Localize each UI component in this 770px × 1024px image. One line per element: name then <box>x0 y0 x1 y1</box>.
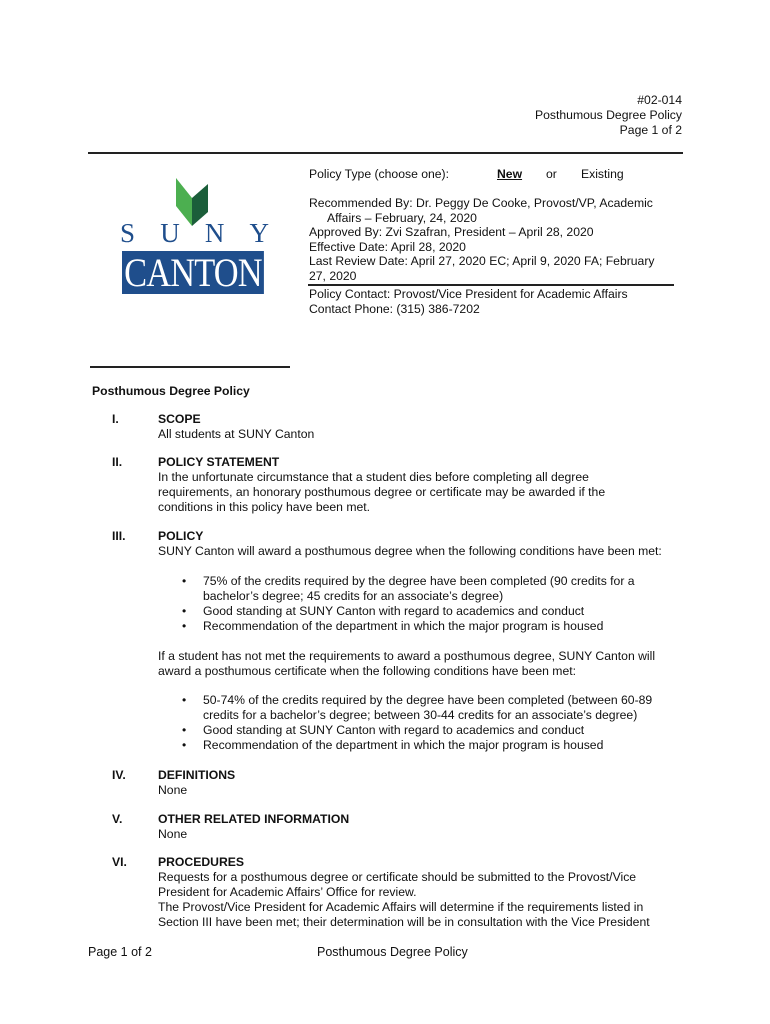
list-item <box>180 738 670 753</box>
list-item <box>180 574 670 604</box>
degree-conditions-list <box>180 574 670 634</box>
certificate-intro-line: award a posthumous certificate when the following conditions have been met: <box>158 664 577 678</box>
procedures-line: The Provost/Vice President for Academic Affairs will determine if the requirements listed in <box>158 900 644 914</box>
other-body: None <box>158 827 188 841</box>
contact-phone: Contact Phone: (315) 386-7202 <box>309 301 480 316</box>
policy-intro: SUNY Canton will award a posthumous degree when the following conditions have been met: <box>158 544 662 558</box>
definitions-body: None <box>158 783 188 797</box>
section-other <box>158 812 688 842</box>
section-title-policy: POLICY <box>158 529 204 543</box>
suny-letters <box>120 218 270 249</box>
list-item-line: • Good standing at SUNY Canton with regard to academics and conduct <box>203 723 585 737</box>
policy-type-row <box>309 167 449 182</box>
section-number-definitions: IV. <box>112 768 126 782</box>
doc-number: #02-014 <box>637 93 682 107</box>
doc-title: Posthumous Degree Policy <box>535 108 682 122</box>
procedures-line: Section III have been met; their determination will be in consultation with the Vice President <box>158 915 650 929</box>
list-item <box>180 693 670 723</box>
section-number-scope: I. <box>112 412 119 426</box>
suny-canton-logo <box>118 176 270 296</box>
last-review-date-cont: 27, 2020 <box>309 268 357 283</box>
effective-date: Effective Date: April 28, 2020 <box>309 239 466 254</box>
title-rule <box>90 366 290 368</box>
section-number-policy: III. <box>112 529 126 543</box>
section-policy <box>158 529 688 559</box>
header-rule <box>88 152 683 154</box>
footer-title: Posthumous Degree Policy <box>317 945 468 959</box>
policy-type-label: Policy Type (choose one): <box>309 167 450 181</box>
section-scope <box>158 412 688 442</box>
section-title-scope: SCOPE <box>158 412 201 426</box>
page-label: Page 1 of 2 <box>619 123 682 137</box>
policy-contact-block <box>309 287 628 316</box>
logo-campus-banner: CANTON <box>122 251 264 294</box>
document-header <box>535 93 682 138</box>
logo-letter-s: S <box>120 218 137 248</box>
approved-by: Approved By: Zvi Szafran, President – April 28, 2020 <box>309 225 594 239</box>
policy-type-existing: Existing <box>581 167 624 181</box>
list-item-line: • Recommendation of the department in which the major program is housed <box>203 619 604 633</box>
logo-letter-n: N <box>204 218 226 248</box>
policy-contact: Policy Contact: Provost/Vice President for Academic Affairs <box>309 287 628 301</box>
procedures-line: President for Academic Affairs’ Office for review. <box>158 885 417 899</box>
section-number-other: V. <box>112 812 123 826</box>
scope-body: All students at SUNY Canton <box>158 427 315 441</box>
list-item <box>180 723 670 738</box>
section-title-definitions: DEFINITIONS <box>158 768 236 782</box>
section-statement <box>158 455 688 515</box>
footer-page-number: Page 1 of 2 <box>88 945 152 959</box>
policy-title: Posthumous Degree Policy <box>92 384 250 398</box>
procedures-line: Requests for a posthumous degree or certificate should be submitted to the Provost/Vice <box>158 870 637 884</box>
list-item-line: bachelor’s degree; 45 credits for an associate’s degree) <box>203 589 504 603</box>
statement-line: conditions in this policy have been met. <box>158 500 371 514</box>
list-item <box>180 604 670 619</box>
last-review-date: Last Review Date: April 27, 2020 EC; April 9, 2020 FA; February <box>309 254 655 268</box>
recommended-by: Recommended By: Dr. Peggy De Cooke, Provost/VP, Academic <box>309 196 653 210</box>
section-definitions <box>158 768 688 798</box>
certificate-intro-line: If a student has not met the requirements to award a posthumous degree, SUNY Canton will <box>158 649 656 663</box>
section-number-statement: II. <box>112 455 123 469</box>
list-item-line: • 75% of the credits required by the degree have been completed (90 credits for a <box>203 574 635 588</box>
list-item <box>180 619 670 634</box>
list-item-line: • 50-74% of the credits required by the degree have been completed (between 60-89 <box>203 693 653 707</box>
meta-rule <box>308 284 674 286</box>
section-procedures <box>158 855 688 930</box>
policy-type-new: New <box>497 167 523 181</box>
statement-line: In the unfortunate circumstance that a student dies before completing all degree <box>158 470 589 484</box>
section-number-procedures: VI. <box>112 855 127 869</box>
section-title-other: OTHER RELATED INFORMATION <box>158 812 350 826</box>
certificate-intro <box>158 649 688 679</box>
statement-line: requirements, an honorary posthumous degree or certificate may be awarded if the <box>158 485 606 499</box>
logo-letter-u: U <box>160 218 181 248</box>
list-item-line: • Good standing at SUNY Canton with regard to academics and conduct <box>203 604 585 618</box>
section-title-statement: POLICY STATEMENT <box>158 455 280 469</box>
policy-meta-block <box>309 196 655 283</box>
logo-letter-y: Y <box>249 218 270 248</box>
list-item-line: • Recommendation of the department in which the major program is housed <box>203 738 604 752</box>
certificate-conditions-list <box>180 693 670 753</box>
policy-type-or: or <box>546 167 557 181</box>
list-item-line: credits for a bachelor’s degree; between 30-44 credits for an associate’s degree) <box>203 708 638 722</box>
section-title-procedures: PROCEDURES <box>158 855 245 869</box>
recommended-by-cont: Affairs – February, 24, 2020 <box>327 210 477 225</box>
